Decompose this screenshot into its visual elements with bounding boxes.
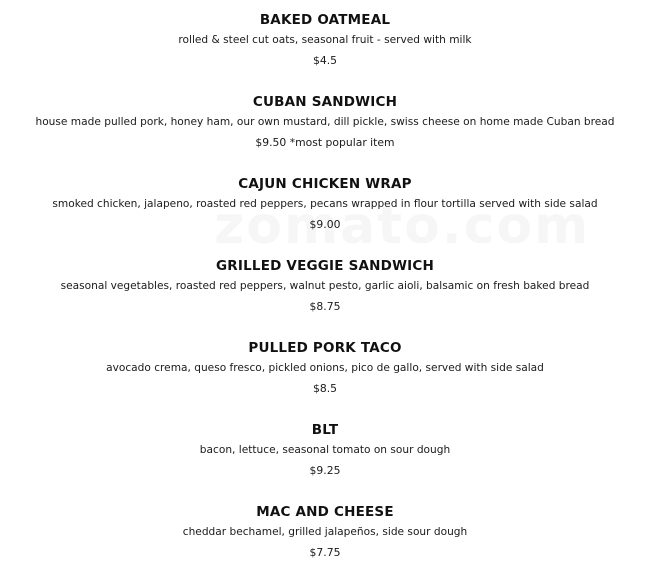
item-name: BLT [311, 422, 339, 438]
item-price: $4.5 [312, 54, 338, 67]
item-description: house made pulled pork, honey ham, our own mustard, dill pickle, swiss cheese on home made Cuban bread [35, 116, 615, 128]
menu-item [0, 174, 650, 256]
item-description: seasonal vegetables, roasted red peppers, walnut pesto, garlic aioli, balsamic on fresh baked bread [60, 280, 590, 292]
menu-list [0, 10, 650, 584]
item-description: cheddar bechamel, grilled jalapeños, side sour dough [182, 526, 468, 538]
item-name: CUBAN SANDWICH [252, 94, 398, 110]
item-description: bacon, lettuce, seasonal tomato on sour dough [199, 444, 451, 456]
item-name: MAC AND CHEESE [256, 504, 394, 520]
item-price: $9.00 [309, 218, 341, 231]
item-price: $9.50 *most popular item [255, 136, 395, 149]
menu-item [0, 256, 650, 338]
menu-item [0, 420, 650, 502]
item-price: $9.25 [309, 464, 341, 477]
menu-item [0, 338, 650, 420]
item-name: GRILLED VEGGIE SANDWICH [215, 258, 434, 274]
item-price: $7.75 [309, 546, 341, 559]
item-description: avocado crema, queso fresco, pickled onions, pico de gallo, served with side salad [106, 362, 544, 374]
item-name: BAKED OATMEAL [259, 12, 391, 28]
item-price: $8.75 [309, 300, 341, 313]
item-description: rolled & steel cut oats, seasonal fruit - served with milk [178, 34, 472, 46]
menu-item [0, 10, 650, 92]
item-name: PULLED PORK TACO [248, 340, 402, 356]
item-description: smoked chicken, jalapeno, roasted red peppers, pecans wrapped in flour tortilla served with side salad [52, 198, 598, 210]
item-name: CAJUN CHICKEN WRAP [238, 176, 412, 192]
item-price: $8.5 [312, 382, 338, 395]
menu-item [0, 92, 650, 174]
menu-item [0, 502, 650, 584]
